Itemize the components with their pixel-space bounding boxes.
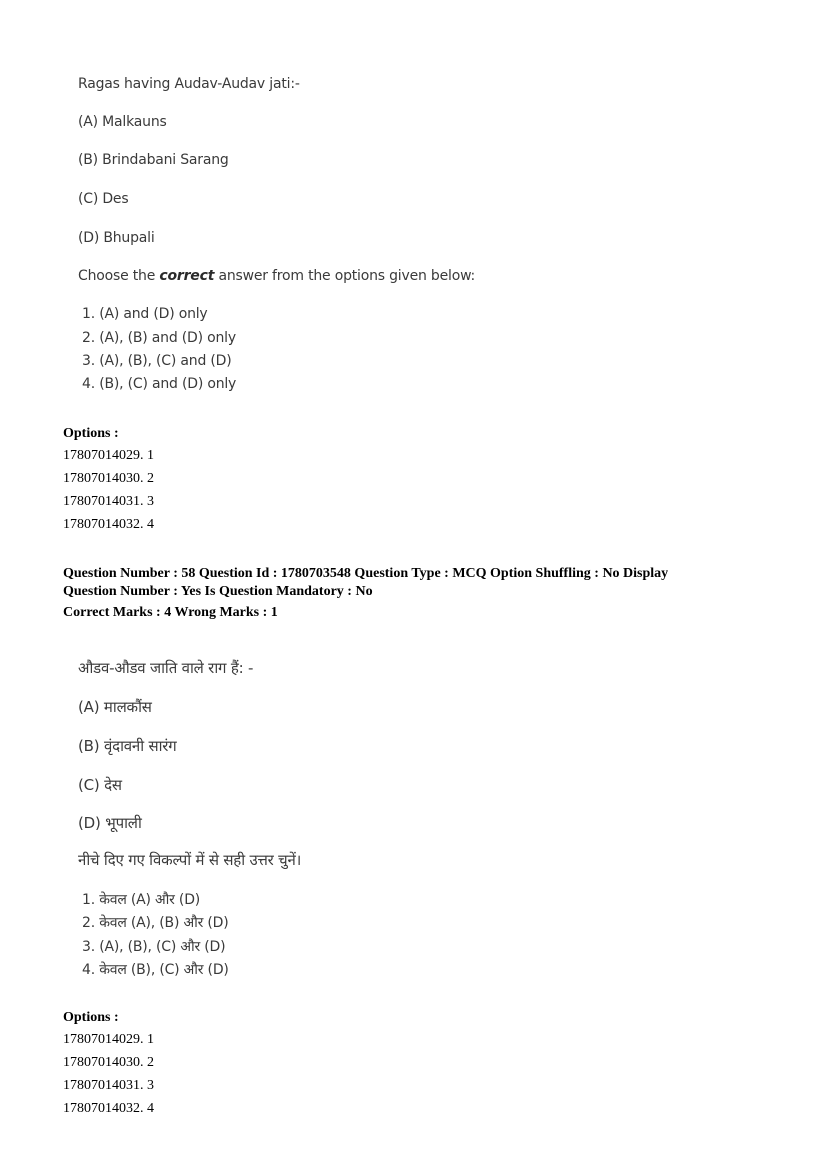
option-id-3: 17807014031. 3 — [63, 1078, 154, 1093]
instruction-post: answer from the options given below: — [214, 268, 476, 284]
option-id-1: 17807014029. 1 — [63, 448, 154, 463]
option-id-2: 17807014030. 2 — [63, 471, 154, 486]
option-id-3: 17807014031. 3 — [63, 494, 154, 509]
instruction-pre: Choose the — [78, 268, 160, 284]
options-label: Options : — [63, 426, 119, 441]
answer-choice-1-hindi: 1. केवल (A) और (D) — [82, 892, 201, 908]
question-stem-hindi: औडव-औडव जाति वाले राग हैं: - — [78, 659, 254, 677]
question-item-c: (C) Des — [78, 191, 129, 207]
question-item-b: (B) Brindabani Sarang — [78, 152, 229, 168]
question-item-c-hindi: (C) देस — [78, 776, 122, 794]
answer-choice-3: 3. (A), (B), (C) and (D) — [82, 353, 232, 369]
question-stem: Ragas having Audav-Audav jati:- — [78, 76, 300, 92]
question-instruction — [78, 268, 475, 284]
question-meta-line-3: Correct Marks : 4 Wrong Marks : 1 — [63, 605, 278, 620]
answer-choice-4: 4. (B), (C) and (D) only — [82, 376, 237, 392]
question-item-d: (D) Bhupali — [78, 230, 155, 246]
question-item-b-hindi: (B) वृंदावनी सारंग — [78, 737, 177, 755]
option-id-4: 17807014032. 4 — [63, 517, 154, 532]
question-meta-line-1: Question Number : 58 Question Id : 1780703548 Question Type : MCQ Option Shuffling : No Display — [63, 566, 669, 581]
question-item-a-hindi: (A) मालकौंस — [78, 698, 152, 716]
option-id-2: 17807014030. 2 — [63, 1055, 154, 1070]
question-meta-line-2: Question Number : Yes Is Question Mandatory : No — [63, 584, 373, 599]
option-id-1: 17807014029. 1 — [63, 1032, 154, 1047]
answer-choice-4-hindi: 4. केवल (B), (C) और (D) — [82, 962, 229, 978]
answer-choice-2-hindi: 2. केवल (A), (B) और (D) — [82, 915, 229, 931]
answer-choice-2: 2. (A), (B) and (D) only — [82, 330, 236, 346]
question-item-d-hindi: (D) भूपाली — [78, 814, 142, 832]
instruction-emphasis: correct — [159, 268, 215, 284]
question-item-a: (A) Malkauns — [78, 114, 167, 130]
question-instruction-hindi: नीचे दिए गए विकल्पों में से सही उत्तर चुनें। — [78, 851, 302, 869]
option-id-4: 17807014032. 4 — [63, 1101, 154, 1116]
answer-choice-1: 1. (A) and (D) only — [82, 306, 208, 322]
options-label: Options : — [63, 1010, 119, 1025]
answer-choice-3-hindi: 3. (A), (B), (C) और (D) — [82, 939, 226, 955]
